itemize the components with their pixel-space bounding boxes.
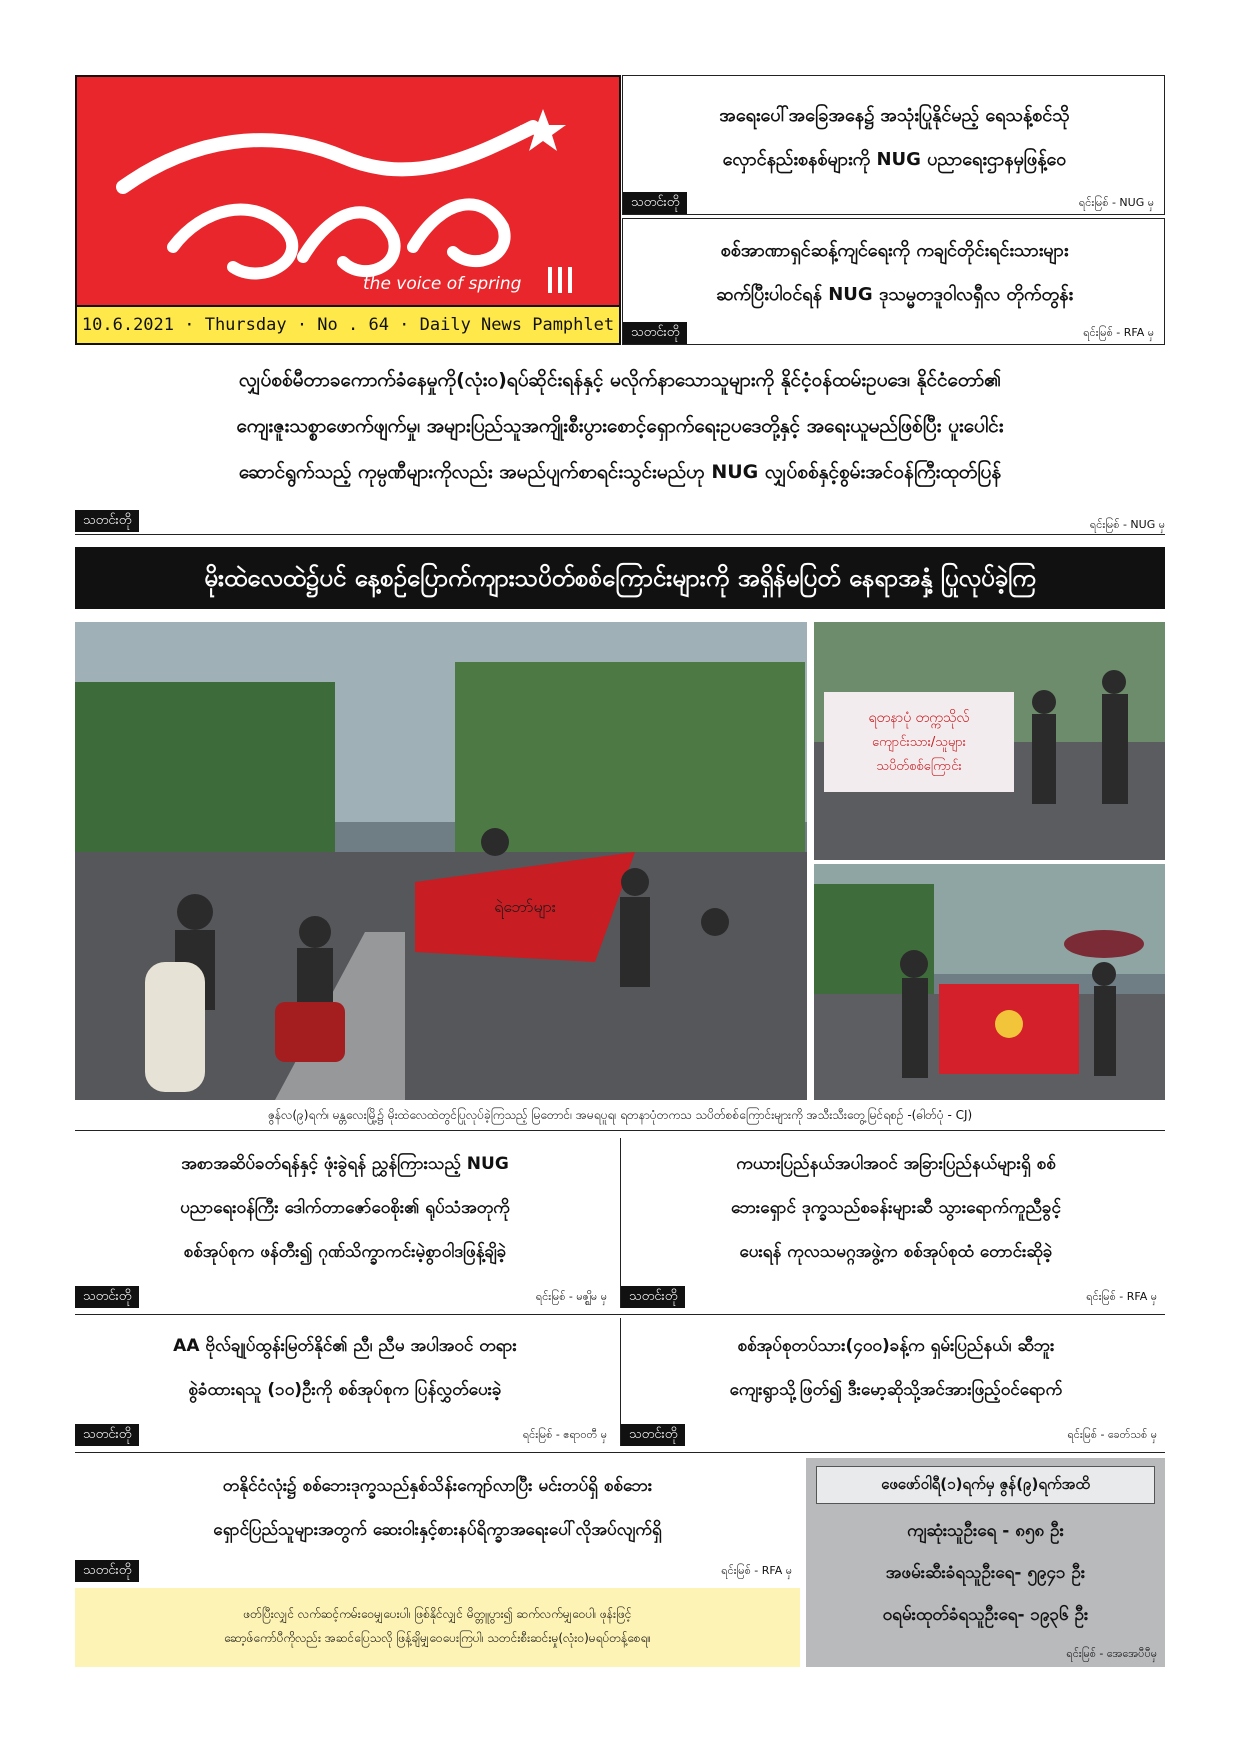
divider (75, 1314, 1165, 1315)
footer-note (75, 1588, 800, 1667)
headline-line: ကယားပြည်နယ်အပါအဝင် အခြားပြည်နယ်များရှိ စစ် (736, 1154, 1056, 1174)
news-tag: သတင်းတို (75, 510, 139, 532)
stats-row: အဖမ်းဆီးခံရသူဦးရေ- ၅၉၄၁ ဦး (885, 1563, 1086, 1583)
stats-row: ဝရမ်းထုတ်ခံရသူဦးရေ- ၁၉၃၆ ဦး (882, 1605, 1089, 1625)
news-tag: သတင်းတို (623, 192, 687, 214)
headline-line: ဘေးရှောင် ဒုက္ခသည်စခန်းများဆီ သွားရောက်ကူညီခွင့် (730, 1198, 1061, 1218)
headline-line: ဆက်ပြီးပါဝင်ရန် NUG ဒုသမ္မတဒူဝါလရှီလ တိုက်တွန်း (715, 284, 1074, 305)
divider (75, 1452, 1165, 1453)
photo-caption: ဇွန်လ(၉)ရက်၊ မန္တလေးမြို့၌ မိုးထဲလေထဲတွင်ပြုလုပ်ခဲ့ကြသည့် မြတောင်၊ အမရပူရ၊ ရတနာပုံတကသ သပိတ်စစ်ကြောင်းများကို အသီးသီးတွေ့မြင်ရစဉ် -(ဓါတ်ပုံ - CJ) (267, 1108, 973, 1122)
source-label: ရင်းမြစ် - NUG မှ (1078, 196, 1154, 209)
masthead-logo (113, 97, 573, 297)
brief-mid-1 (75, 1138, 615, 1308)
divider (75, 534, 1165, 535)
news-tag: သတင်းတို (621, 1424, 685, 1446)
lead-line: ဆောင်ရွက်သည့် ကုမ္ပဏီများကိုလည်း အမည်ပျက်စာရင်းသွင်းမည်ဟု NUG လျှပ်စစ်နှင့်စွမ်းအင်ဝန်ကြီးထုတ်ပြန် (238, 461, 1002, 483)
headline-line: ပေးရန် ကုလသမဂ္ဂအဖွဲ့က စစ်အုပ်စုထံ တောင်းဆိုခဲ့ (739, 1242, 1053, 1262)
protest-photo-bottom-right-art (814, 864, 1165, 1100)
source-label: ရင်းမြစ် - RFA မှ (1086, 1290, 1157, 1303)
headline-line: စွဲခံထားရသူ (၁၀)ဦးကို စစ်အုပ်စုက ပြန်လွှတ်ပေးခဲ့ (188, 1380, 502, 1400)
protest-photo-main (75, 622, 807, 1100)
headline-line: ကျေးရွာသို့ဖြတ်၍ ဒီးမော့ဆိုသို့အင်အားဖြည့်ဝင်ရောက် (729, 1380, 1063, 1400)
headline-line: စစ်အာဏာရှင်ဆန့်ကျင်ရေးကို ကချင်တိုင်းရင်းသားများ (720, 240, 1069, 261)
news-tag: သတင်းတို (75, 1286, 139, 1308)
source-label: ရင်းမြစ် - ခေတ်သစ် မှ (1067, 1428, 1157, 1441)
headline-line: AA ဗိုလ်ချုပ်ထွန်းမြတ်နိုင်၏ ညီ၊ ညီမ အပါအဝင် တရား (173, 1336, 517, 1356)
placard-text: ရဲဘော်များ (494, 897, 556, 916)
protest-photo-top-right-art (814, 622, 1165, 860)
lead-line: ကျေးဇူးသစ္စာဖောက်ဖျက်မှု၊ အများပြည်သူအကျိုးစီးပွားစောင့်ရှောက်ရေးဥပဒေတို့နှင့် အရေးယူမည်ဖြစ်ပြီး ပူးပေါင်း (236, 415, 1004, 437)
headline-line: ရှောင်ပြည်သူများအတွက် ဆေးဝါးနှင့်စားနပ်ရိက္ခာအရေးပေါ်လိုအပ်လျက်ရှိ (213, 1520, 662, 1540)
news-tag: သတင်းတို (75, 1560, 139, 1582)
placard-line: ရတနာပုံ တက္ကသိုလ် (868, 710, 970, 726)
divider (75, 1130, 1165, 1131)
protest-photo-bottom-right (814, 864, 1165, 1100)
headline-line: ပညာရေးဝန်ကြီး ဒေါက်တာဇော်ဝေစိုး၏ ရုပ်သံအတုကို (180, 1198, 510, 1218)
tagline-logo: the voice of spring (363, 274, 522, 294)
headline-line: အစာအဆိပ်ခတ်ရန်နှင့် ဖုံးခွဲရန် ညွှန်ကြားသည့် NUG (181, 1154, 509, 1174)
footer-line: ဖတ်ပြီးလျှင် လက်ဆင့်ကမ်းဝေမျှပေးပါ၊ ဖြစ်နိုင်လျှင် မိတ္တူပွား၍ ဆက်လက်မျှဝေပါ၊ ဖုန်းဖြင့် (243, 1607, 632, 1621)
headline-line: လှောင်နည်းစနစ်များကို NUG ပညာရေးဌာနမှဖြန့်ဝေ (722, 149, 1067, 170)
masthead (75, 75, 621, 345)
source-label: ရင်းမြစ် - မဇ္ဈိမ မှ (535, 1290, 607, 1303)
stats-header: ဖေဖော်ဝါရီ(၁)ရက်မှ ဇွန်(၉)ရက်အထိ (816, 1466, 1155, 1504)
brief-top-1 (622, 75, 1165, 215)
headline-line: တနိုင်ငံလုံး၌ စစ်ဘေးဒုက္ခသည်နှစ်သိန်းကျော်လာပြီး မင်းတပ်ရှိ စစ်ဘေး (222, 1476, 653, 1496)
source-label: ရင်းမြစ် - RFA မှ (721, 1564, 792, 1577)
photo-banner-headline: မိုးထဲလေထဲ၌ပင် နေ့စဉ်ပြောက်ကျားသပိတ်စစ်ကြောင်းများကို အရှိန်မပြတ် နေရာအနှံ့ ပြုလုပ်ခဲ့ကြ (75, 547, 1165, 609)
headline-line: စစ်အုပ်စုက ဖန်တီး၍ ဂုဏ်သိက္ခာကင်းမဲ့စွာဝါဒဖြန့်ချိခဲ့ (183, 1242, 507, 1262)
lead-line: လျှပ်စစ်မီတာခကောက်ခံနေမှုကို(လုံးဝ)ရပ်ဆိုင်းရန်နှင့် မလိုက်နာသောသူများကို နိုင်ငံ့ဝန်ထမ်းဥပဒေ၊ နိုင်ငံတော်၏ (238, 369, 1002, 391)
brief-bottom (75, 1458, 800, 1582)
news-tag: သတင်းတို (621, 1286, 685, 1308)
placard-line: သပိတ်စစ်ကြောင်း (876, 759, 962, 774)
protest-photo-main-art (75, 622, 807, 1100)
brief-mid-3 (75, 1318, 615, 1446)
source-label: ရင်းမြစ် - NUG မှ (1089, 518, 1165, 531)
headline-line: စစ်အုပ်စုတပ်သား(၄၀၀)ခန့်က ရှမ်းပြည်နယ်၊ ဆီဘူး (737, 1336, 1055, 1356)
lead-story (75, 357, 1165, 495)
placard-line: ကျောင်းသား/သူများ (872, 735, 966, 750)
news-tag: သတင်းတို (75, 1424, 139, 1446)
source-label: ရင်းမြစ် - ဧရာဝတီ မှ (522, 1428, 607, 1441)
issue-line: 10.6.2021 · Thursday · No . 64 · Daily News Pamphlet (77, 305, 619, 343)
source-label: ရင်းမြစ် - အေအေပီပီမှ (1066, 1647, 1157, 1660)
casualty-stats (806, 1458, 1165, 1667)
brief-mid-4 (620, 1318, 1165, 1446)
brief-mid-2 (620, 1138, 1165, 1308)
stats-row: ကျဆုံးသူဦးရေ - ၈၅၈ ဦး (907, 1521, 1064, 1541)
footer-line: ဆော့ဖ်ကော်ပီကိုလည်း အဆင်ပြေသလို ဖြန့်ချိမျှဝေပေးကြပါ၊ သတင်းစီးဆင်းမှု(လုံးဝ)မရပ်တန့်စေရ။ (223, 1631, 652, 1645)
headline-line: အရေးပေါ်အခြေအနေ၌ အသုံးပြုနိုင်မည့် ရေသန့်စင်သို (719, 105, 1070, 126)
news-tag: သတင်းတို (623, 322, 687, 344)
brief-top-2 (622, 218, 1165, 345)
source-label: ရင်းမြစ် - RFA မှ (1083, 326, 1154, 339)
protest-photo-top-right (814, 622, 1165, 860)
